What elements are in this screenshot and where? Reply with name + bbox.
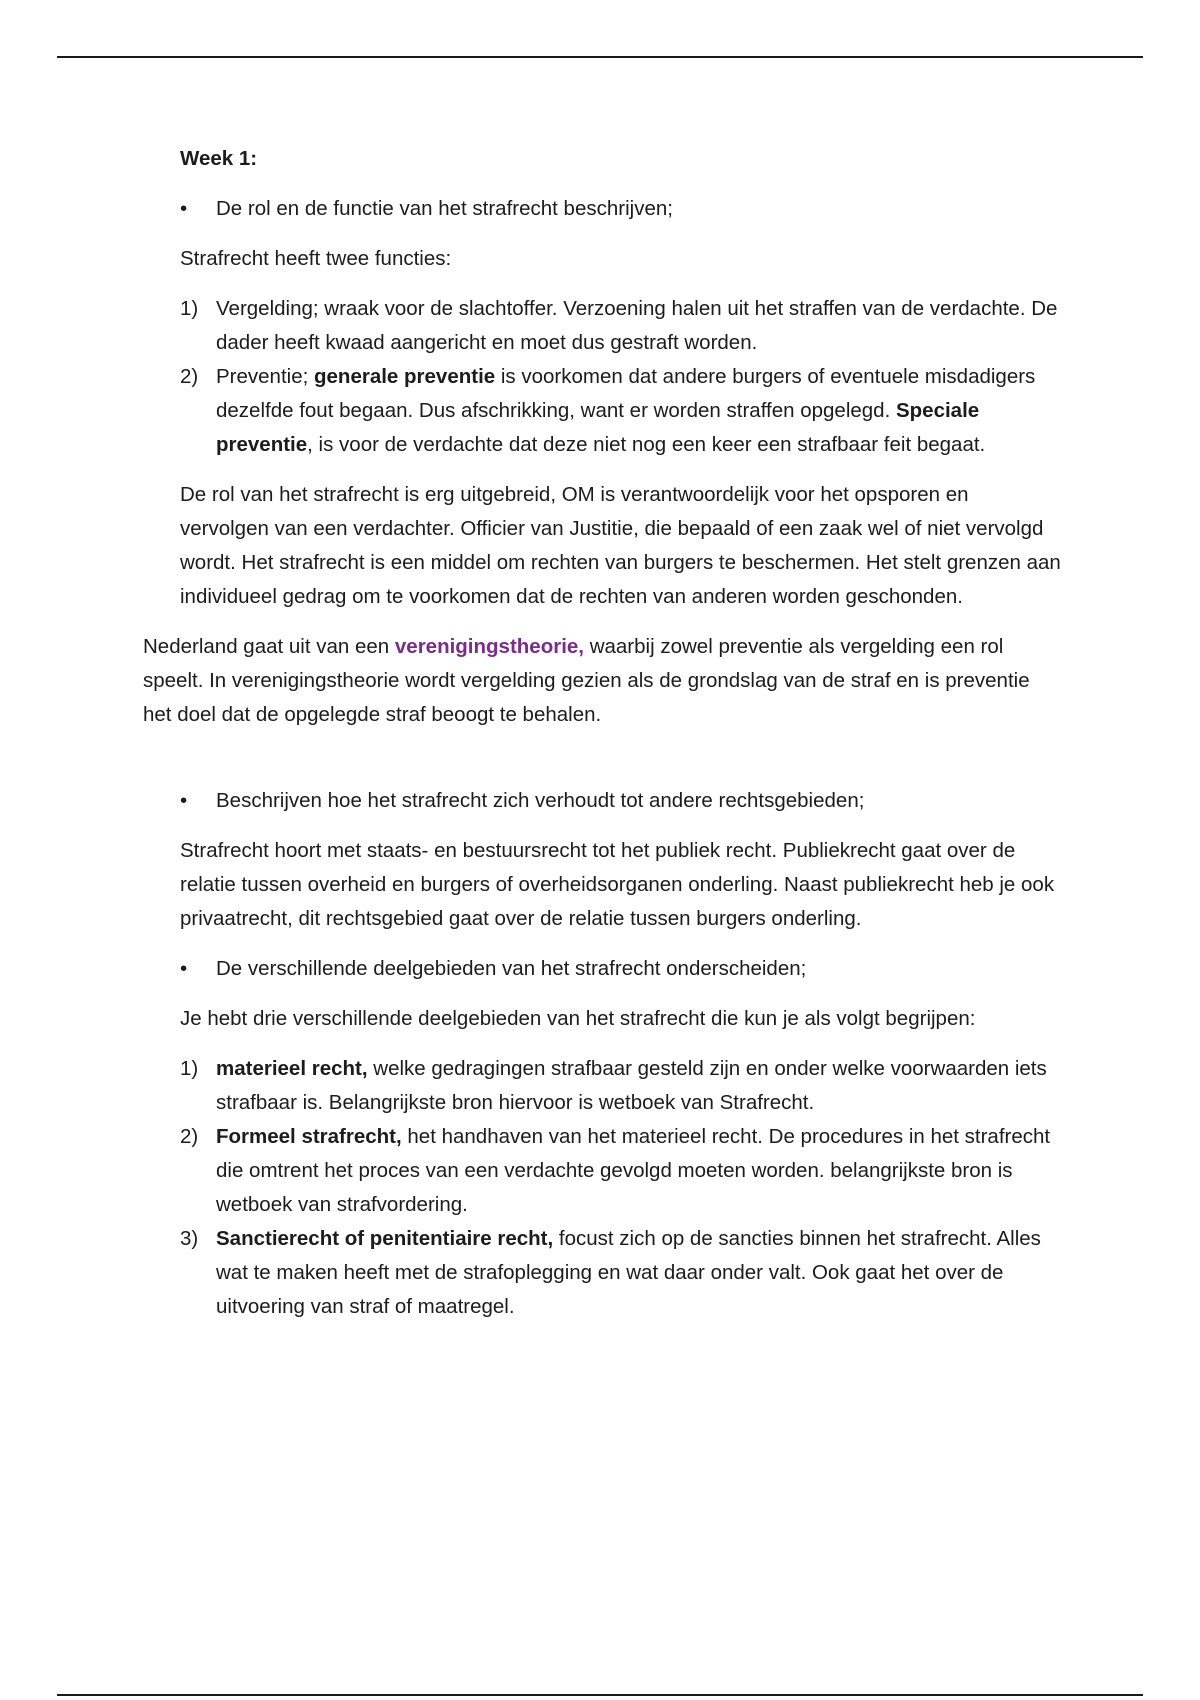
item-text-pre: Preventie; xyxy=(216,365,314,388)
paragraph-text: waarbij zowel preventie als vergelding een rol speelt. In verenigingstheorie wordt vergelding gezien als de grondslag van de straf en is preventie het doel dat de opgelegde straf beoogt te behalen. xyxy=(143,635,1030,726)
paragraph: De rol van het strafrecht is erg uitgebreid, OM is verantwoordelijk voor het opsporen en vervolgen van een verdachter. Officier van Justitie, die bepaald of een zaak wel of niet vervolgd wordt. Het strafrecht is een middel om rechten van burgers te beschermen. Het stelt grenzen aan individueel gedrag om te voorkomen dat de rechten van anderen worden geschonden. xyxy=(180,483,1061,608)
numbered-item xyxy=(180,1120,1063,1222)
item-text-post: , is voor de verdachte dat deze niet nog een keer een strafbaar feit begaat. xyxy=(307,433,986,456)
bullet-text: Beschrijven hoe het strafrecht zich verhoudt tot andere rechtsgebieden; xyxy=(216,789,865,812)
item-term: generale preventie xyxy=(314,365,496,388)
numbered-item xyxy=(180,1222,1063,1324)
item-text: Vergelding; wraak voor de slachtoffer. Verzoening halen uit het straffen van de verdachte. De dader heeft kwaad aangericht en moet dus gestraft worden. xyxy=(216,297,1058,354)
number-label: 2) xyxy=(180,365,199,388)
header-rule xyxy=(57,56,1143,58)
number-label: 2) xyxy=(180,1125,199,1148)
item-term: Formeel strafrecht, xyxy=(216,1125,402,1148)
bullet-icon: • xyxy=(180,957,188,980)
highlight-term: verenigingstheorie, xyxy=(394,635,584,658)
document-body xyxy=(143,142,1063,1340)
paragraph: Strafrecht hoort met staats- en bestuursrecht tot het publiek recht. Publiekrecht gaat over de relatie tussen overheid en burgers of overheidsorganen onderling. Naast publiekrecht heb je ook privaatrecht, dit rechtsgebied gaat over de relatie tussen burgers onderling. xyxy=(180,839,1055,930)
week-heading: Week 1: xyxy=(180,147,258,170)
paragraph-text: Nederland gaat uit van een xyxy=(143,635,395,658)
footer-rule xyxy=(57,1694,1143,1696)
item-text-mid: is voorkomen dat andere burgers of eventuele misdadigers dezelfde fout begaan. Dus afschrikking, want er worden straffen opgelegd. xyxy=(216,365,1036,422)
item-term: materieel recht, xyxy=(216,1057,368,1080)
numbered-item xyxy=(180,360,1063,462)
item-text: het handhaven van het materieel recht. De procedures in het strafrecht die omtrent het proces van een verdachte gevolgd moeten worden. belangrijkste bron is wetboek van strafvordering. xyxy=(216,1125,1051,1216)
item-term: Sanctierecht of penitentiaire recht, xyxy=(216,1227,554,1250)
numbered-item xyxy=(180,1052,1063,1120)
number-label: 1) xyxy=(180,297,199,320)
item-text: focust zich op de sancties binnen het strafrecht. Alles wat te maken heeft met de strafoplegging en wat daar onder valt. Ook gaat het over de uitvoering van straf of maatregel. xyxy=(216,1227,1041,1318)
spacer xyxy=(143,748,1063,784)
item-term: Speciale preventie xyxy=(216,399,980,456)
bullet-text: De verschillende deelgebieden van het strafrecht onderscheiden; xyxy=(216,957,807,980)
bullet-icon: • xyxy=(180,197,188,220)
paragraph xyxy=(143,630,1063,732)
bullet-text: De rol en de functie van het strafrecht beschrijven; xyxy=(216,197,673,220)
bullet-item xyxy=(180,784,1063,818)
paragraph: Je hebt drie verschillende deelgebieden van het strafrecht die kun je als volgt begrijpen: xyxy=(180,1007,976,1030)
numbered-item xyxy=(180,292,1063,360)
paragraph: Strafrecht heeft twee functies: xyxy=(180,247,452,270)
number-label: 1) xyxy=(180,1057,199,1080)
number-label: 3) xyxy=(180,1227,199,1250)
bullet-item xyxy=(180,952,1063,986)
bullet-icon: • xyxy=(180,789,188,812)
bullet-item xyxy=(180,192,1063,226)
item-text: welke gedragingen strafbaar gesteld zijn en onder welke voorwaarden iets strafbaar is. Belangrijkste bron hiervoor is wetboek van Strafrecht. xyxy=(216,1057,1047,1114)
